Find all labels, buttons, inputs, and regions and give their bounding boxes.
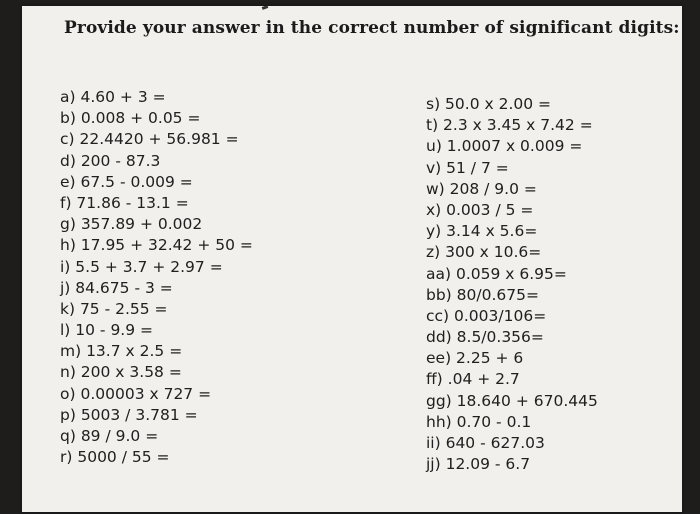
problem-item: m) 13.7 x 2.5 = — [60, 342, 183, 361]
problem-item: l) 10 - 9.9 = — [60, 321, 154, 340]
problem-item: f) 71.86 - 13.1 = — [60, 193, 189, 212]
problem-item: b) 0.008 + 0.05 = — [60, 109, 201, 128]
problem-item: c) 22.4420 + 56.981 = — [60, 130, 239, 149]
problem-item: p) 5003 / 3.781 = — [60, 405, 198, 424]
problem-item: o) 0.00003 x 727 = — [60, 384, 212, 403]
problem-item: bb) 80/0.675= — [426, 285, 539, 304]
problem-item: k) 75 - 2.55 = — [60, 299, 168, 318]
problem-item: hh) 0.70 - 0.1 — [426, 412, 532, 431]
problem-item: d) 200 - 87.3 — [60, 151, 161, 170]
problem-item: cc) 0.003/106= — [426, 306, 547, 325]
problem-item: w) 208 / 9.0 = — [426, 179, 537, 198]
problem-item: g) 357.89 + 0.002 — [60, 215, 203, 234]
problem-item: z) 300 x 10.6= — [426, 243, 542, 262]
problem-item: e) 67.5 - 0.009 = — [60, 172, 193, 191]
problem-item: i) 5.5 + 3.7 + 2.97 = — [60, 257, 223, 276]
problem-item: ii) 640 - 627.03 — [426, 434, 545, 452]
problem-item: dd) 8.5/0.356= — [426, 328, 544, 347]
problem-item: aa) 0.059 x 6.95= — [426, 264, 567, 283]
worksheet-paper — [22, 6, 682, 512]
problem-item: a) 4.60 + 3 = — [60, 88, 166, 106]
problem-item: gg) 18.640 + 670.445 — [426, 391, 598, 410]
problem-item: y) 3.14 x 5.6= — [426, 222, 538, 241]
instruction-heading: Provide your answer in the correct number of significant digits: — [64, 18, 680, 38]
problem-item: n) 200 x 3.58 = — [60, 363, 182, 382]
problem-item: u) 1.0007 x 0.009 = — [426, 137, 583, 156]
problem-column-left — [60, 87, 253, 468]
problem-item: s) 50.0 x 2.00 = — [426, 95, 552, 113]
pencil-mark — [262, 6, 269, 10]
problem-item: r) 5000 / 55 = — [60, 448, 170, 467]
problem-item: x) 0.003 / 5 = — [426, 200, 534, 219]
problem-item: ff) .04 + 2.7 — [426, 370, 520, 389]
problem-item: jj) 12.09 - 6.7 — [426, 455, 531, 474]
problem-column-right — [426, 94, 598, 475]
problem-item: v) 51 / 7 = — [426, 158, 509, 177]
problem-item: h) 17.95 + 32.42 + 50 = — [60, 236, 253, 255]
problem-item: t) 2.3 x 3.45 x 7.42 = — [426, 116, 593, 135]
problem-item: ee) 2.25 + 6 — [426, 349, 524, 368]
problem-item: j) 84.675 - 3 = — [60, 278, 173, 297]
problem-item: q) 89 / 9.0 = — [60, 427, 159, 445]
